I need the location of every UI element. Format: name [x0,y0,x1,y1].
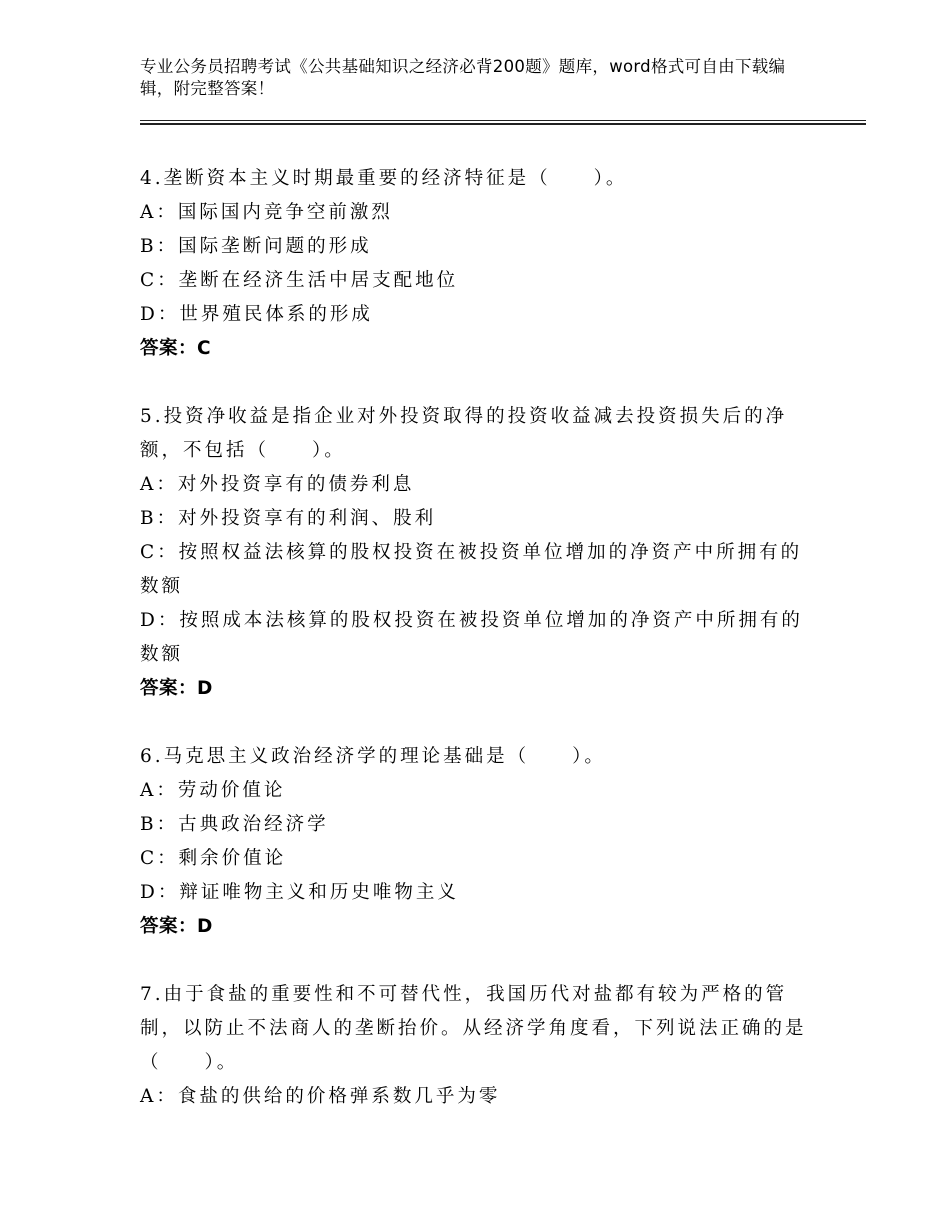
option-d: D：辩证唯物主义和历史唯物主义 [140,882,459,903]
option-a: A：食盐的供给的价格弹系数几乎为零 [140,1086,501,1107]
option-d: D：世界殖民体系的形成 [140,304,373,325]
question-list [140,162,810,1148]
answer-label: 答案： [140,338,198,359]
option-d: D：按照成本法核算的股权投资在被投资单位增加的净资产中所拥有的数额 [140,610,803,665]
answer-line [140,332,810,366]
answer-line [140,672,810,706]
question-7 [140,978,810,1114]
option-a: A：对外投资享有的债券利息 [140,474,415,495]
answer-label: 答案： [140,678,198,699]
page-header: 专业公务员招聘考试《公共基础知识之经济必背200题》题库，word格式可自由下载编辑，附完整答案！ [140,57,786,98]
option-b: B：国际垄断问题的形成 [140,236,372,257]
option-c: C：垄断在经济生活中居支配地位 [140,270,459,291]
header-divider-secondary [140,124,866,125]
question-6 [140,740,810,944]
option-a: A：劳动价值论 [140,780,286,801]
option-c: C：按照权益法核算的股权投资在被投资单位增加的净资产中所拥有的数额 [140,542,803,597]
option-a: A：国际国内竞争空前激烈 [140,202,393,223]
question-4 [140,162,810,366]
option-c: C：剩余价值论 [140,848,287,869]
answer-label: 答案： [140,916,198,937]
answer-value: D [197,678,213,699]
question-stem: 7.由于食盐的重要性和不可替代性，我国历代对盐都有较为严格的管制，以防止不法商人的垄断抬价。从经济学角度看，下列说法正确的是（ ）。 [140,984,807,1073]
answer-line [140,910,810,944]
option-b: B：对外投资享有的利润、股利 [140,508,437,529]
question-stem: 5.投资净收益是指企业对外投资取得的投资收益减去投资损失后的净额，不包括（ ）。 [140,406,788,461]
answer-value: C [197,338,212,359]
question-stem: 6.马克思主义政治经济学的理论基础是（ ）。 [140,746,606,767]
question-stem: 4.垄断资本主义时期最重要的经济特征是（ ）。 [140,168,628,189]
option-b: B：古典政治经济学 [140,814,329,835]
question-5 [140,400,810,706]
answer-value: D [197,916,213,937]
